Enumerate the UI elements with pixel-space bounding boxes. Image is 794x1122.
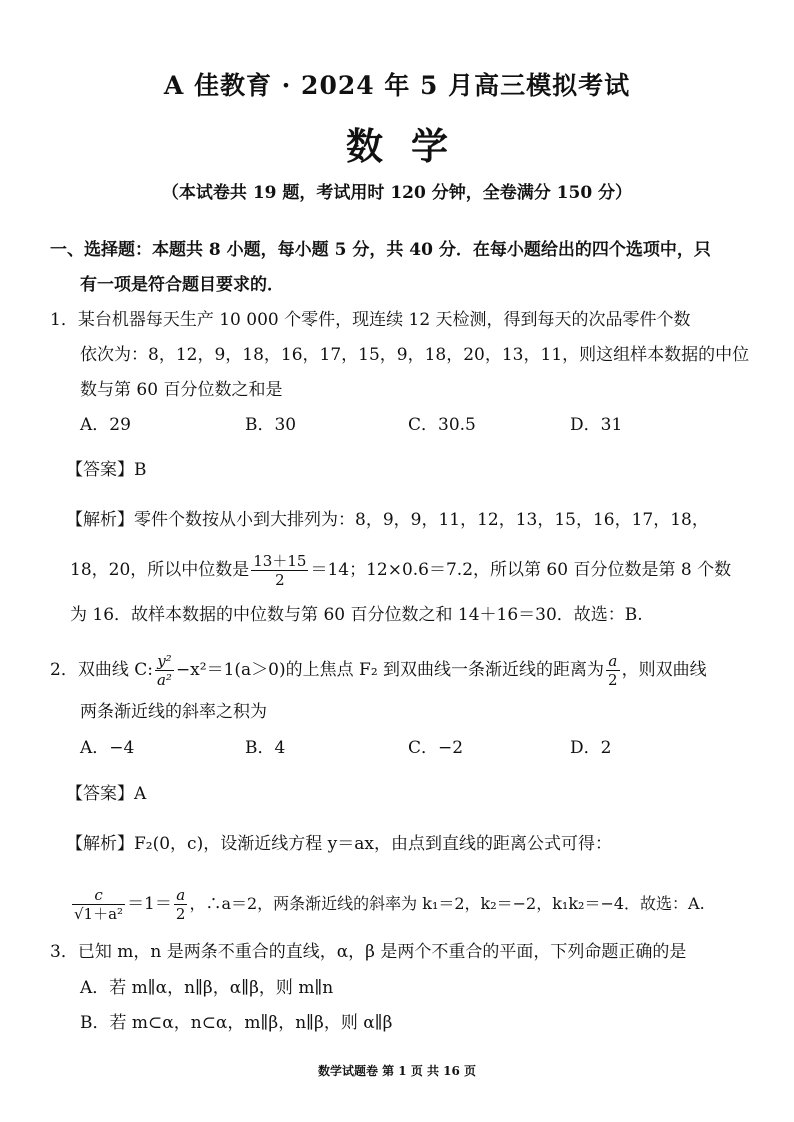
section-1-intro-line-1: 一、选择题：本题共 8 小题，每小题 5 分，共 40 分．在每小题给出的四个选项中，只 xyxy=(50,240,711,260)
exam-title: A 佳教育 · 2024 年 5 月高三模拟考试 xyxy=(163,71,631,100)
q1-analysis-line-3: 为 16．故样本数据的中位数与第 60 百分位数之和 14＋16＝30．故选：B. xyxy=(70,605,643,625)
q2-stem-fraction xyxy=(155,652,174,689)
q2-stem-pre: 2．双曲线 C: xyxy=(50,660,153,680)
q2-option-d: D．2 xyxy=(570,738,612,758)
q2-analysis-line-1: 【解析】F₂(0，c)，设渐近线方程 y＝ax，由点到直线的距离公式可得： xyxy=(66,834,612,854)
section-1-intro-line-2: 有一项是符合题目要求的． xyxy=(80,275,284,295)
q3-option-b: B．若 m⊂α，n⊂α，m∥β，n∥β，则 α∥β xyxy=(80,1013,393,1033)
q2-stem-line-1 xyxy=(50,652,707,689)
q2-option-a: A．−4 xyxy=(80,738,135,758)
q2-stem-fraction-denominator: a² xyxy=(156,671,172,689)
q2-stem-fraction-2-denominator: 2 xyxy=(608,671,618,689)
q1-analysis-line-2-pre: 18，20，所以中位数是 xyxy=(70,560,250,580)
q2-stem-mid: −x²＝1(a＞0)的上焦点 F₂ 到双曲线一条渐近线的距离为 xyxy=(175,660,605,680)
q2-analysis-post: ，∴a＝2，两条渐近线的斜率为 k₁＝2，k₂＝−2，k₁k₂＝−4．故选：A. xyxy=(189,894,705,913)
q1-option-d: D．31 xyxy=(570,415,623,435)
q1-analysis-line-2 xyxy=(70,552,731,589)
q1-median-fraction xyxy=(251,552,308,589)
q1-option-c: C．30.5 xyxy=(408,415,476,435)
q2-stem-fraction-numerator: y² xyxy=(155,652,174,671)
q2-analysis-line-2 xyxy=(70,886,705,923)
q2-stem-fraction-2-numerator: a xyxy=(606,652,620,671)
q2-option-c: C．−2 xyxy=(408,738,464,758)
q2-distance-fraction-denominator: √1＋a² xyxy=(74,905,124,923)
q2-half-a-fraction-numerator: a xyxy=(174,886,188,905)
q1-analysis-line-1: 【解析】零件个数按从小到大排列为：8，9，9，11，12，13，15，16，17，18， xyxy=(66,510,709,530)
q1-stem-line-1: 1．某台机器每天生产 10 000 个零件，现连续 12 天检测，得到每天的次品零件个数 xyxy=(50,310,691,330)
q3-stem-line-1: 3．已知 m，n 是两条不重合的直线，α，β 是两个不重合的平面，下列命题正确的是 xyxy=(50,942,687,962)
subject-heading: 数学 xyxy=(346,124,476,168)
q2-stem-post: ，则双曲线 xyxy=(621,660,707,680)
page-footer: 数学试题卷 第 1 页 共 16 页 xyxy=(317,1064,477,1078)
q1-option-b: B．30 xyxy=(245,415,297,435)
q2-half-a-fraction-denominator: 2 xyxy=(175,905,186,923)
q1-stem-line-2: 依次为：8，12，9，18，16，17，15，9，18，20，13，11，则这组样本数据的中位 xyxy=(80,345,750,365)
q2-half-a-fraction xyxy=(174,886,188,923)
q3-option-a: A．若 m∥α，n∥β，α∥β，则 m∥n xyxy=(80,978,334,998)
q1-option-a: A．29 xyxy=(80,415,131,435)
q2-option-b: B．4 xyxy=(245,738,286,758)
q2-stem-fraction-2 xyxy=(606,652,620,689)
q1-analysis-line-2-post: ＝14；12×0.6＝7.2，所以第 60 百分位数是第 8 个数 xyxy=(310,560,732,580)
q1-median-fraction-numerator: 13＋15 xyxy=(253,552,307,570)
q1-answer: 【答案】B xyxy=(66,460,147,480)
q2-distance-fraction xyxy=(72,886,125,923)
exam-note: （本试卷共 19 题，考试用时 120 分钟，全卷满分 150 分） xyxy=(161,183,633,203)
q1-stem-line-3: 数与第 60 百分位数之和是 xyxy=(80,380,283,400)
q2-distance-fraction-numerator: c xyxy=(72,886,125,905)
q2-analysis-mid: ＝1＝ xyxy=(127,894,172,914)
q1-median-fraction-denominator: 2 xyxy=(275,571,285,589)
q2-answer: 【答案】A xyxy=(66,784,147,804)
q2-stem-line-2: 两条渐近线的斜率之积为 xyxy=(80,702,267,722)
